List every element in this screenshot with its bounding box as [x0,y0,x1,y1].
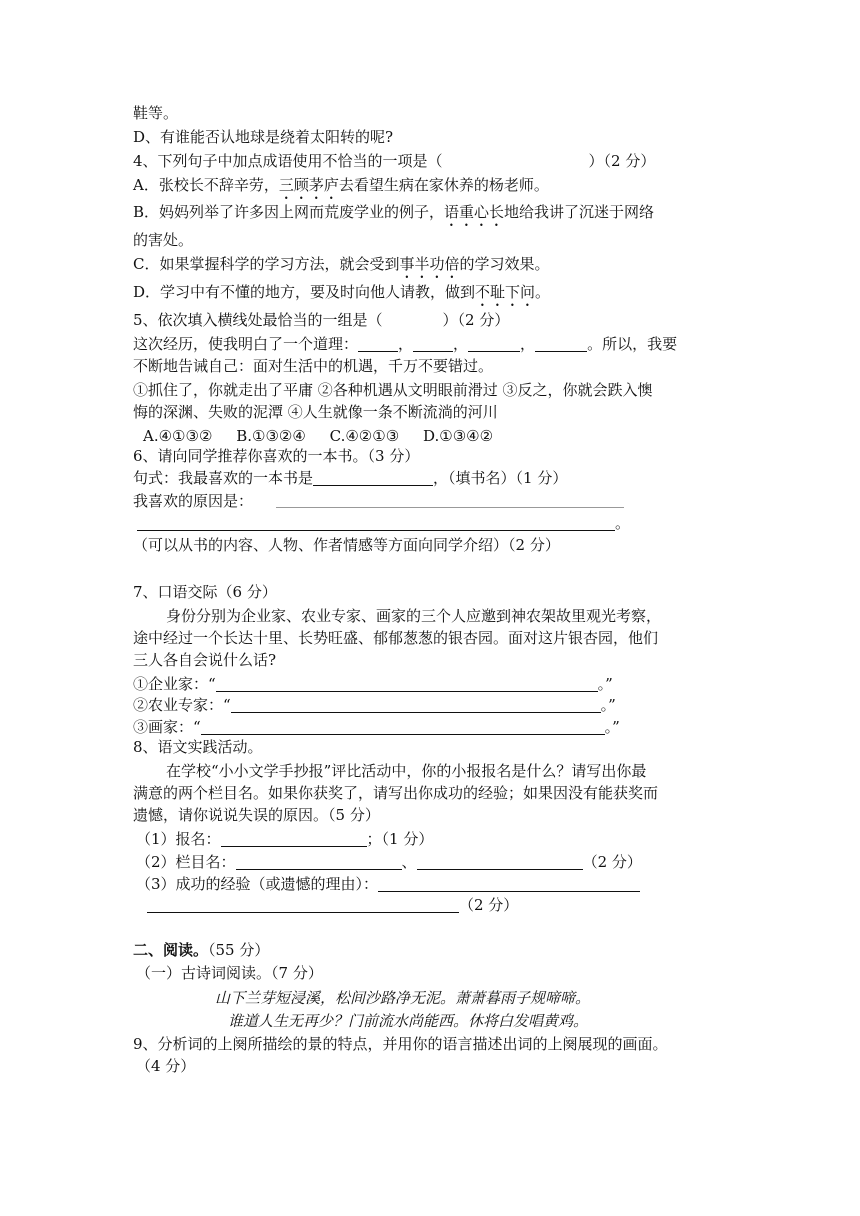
blank-line[interactable] [413,337,453,352]
paper-name-blank[interactable] [221,832,367,847]
period: 。 [615,514,631,532]
question-8-sub-3-cont: （2 分） [147,894,518,916]
question-4-option-d: D．学习中有不懂的地方，要及时向他人请教，做到不耻下问。 [133,283,551,301]
dotted-idiom: 事半功倍 [399,255,460,273]
answer-line[interactable] [276,507,624,508]
question-6: 6、请向同学推荐你喜欢的一本书。（3 分） [133,447,420,465]
text-line: 鞋等。 [133,104,179,122]
question-8-para-3: 遗憾，请你说说失误的原因。（5 分） [133,806,380,824]
question-5: 5、依次填入横线处最恰当的一组是（ ）（2 分） [133,311,510,329]
poem-line-1: 山下兰芽短浸溪，松间沙路净无泥。萧萧暮雨子规啼啼。 [215,989,591,1007]
question-4: 4、下列句子中加点成语使用不恰当的一项是（ ）（2 分） [133,152,656,170]
question-8-sub-2: （2）栏目名： 、 （2 分） [136,853,642,871]
question-5-options: A.④①③② B.①③②④ C.④②①③ D.①③④② [143,427,494,445]
answer-blank[interactable] [201,720,605,735]
question-7-answer-3: ③画家：“ 。” [133,718,620,736]
question-7: 7、口语交际（6 分） [133,583,277,601]
question-4-option-a: A．张校长不辞辛劳，三顾茅庐去看望生病在家休养的杨老师。 [133,176,549,194]
poem-line-2: 谁道人生无再少？门前流水尚能西。休将白发唱黄鸡。 [228,1012,589,1030]
question-7-para-1: 身份分别为企业家、农业专家、画家的三个人应邀到神农架故里观光考察， [166,607,662,625]
question-9-score: （4 分） [136,1057,196,1075]
question-4-option-b: B．妈妈列举了许多因上网而荒废学业的例子，语重心长地给我讲了沉迷于网络 [133,203,655,221]
question-7-answer-2: ②农业专家：“ 。” [133,696,616,714]
dotted-idiom: 语重心长 [444,203,505,221]
blank-line[interactable] [535,337,587,352]
question-8-para-2: 满意的两个栏目名。如果你获奖了，请写出你成功的经验；如果因没有能获奖而 [133,784,659,802]
book-name-blank[interactable] [313,471,433,486]
question-7-para-3: 三人各自会说什么话? [133,651,277,669]
question-8-sub-3: （3）成功的经验（或遗憾的理由）： [136,873,640,895]
question-4-option-b-cont: 的害处。 [133,231,194,249]
dotted-idiom: 不耻下问 [475,283,536,301]
answer-line[interactable] [137,530,615,531]
question-8-sub-1: （1）报名： ；（1 分） [136,830,434,848]
column-name-blank[interactable] [417,855,583,870]
question-5-line-4: 悔的深渊、失败的泥潭 ④人生就像一条不断流淌的河川 [133,403,498,421]
answer-blank[interactable] [216,677,598,692]
question-7-answer-1: ①企业家：“ 。” [133,675,613,693]
answer-blank[interactable] [231,698,601,713]
question-6-line-1: 句式：我最喜欢的一本书是 ，（填书名）（1 分） [133,469,568,487]
question-6-line-2: 我喜欢的原因是： [133,492,254,510]
blank-line[interactable] [468,337,520,352]
question-4-option-c: C．如果掌握科学的学习方法，就会受到事半功倍的学习效果。 [133,255,550,273]
question-6-hint: （可以从书的内容、人物、作者情感等方面向同学介绍）（2 分） [133,536,560,554]
question-5-line-1: 这次经历，使我明白了一个道理： ， ， ， 。所以，我要 [133,335,678,353]
section-2-title: 二、阅读。（55 分） [133,941,270,959]
column-name-blank[interactable] [236,855,402,870]
reason-blank[interactable] [147,898,459,913]
question-7-para-2: 途中经过一个长达十里、长势旺盛、郁郁葱葱的银杏园。面对这片银杏园，他们 [133,629,659,647]
question-9: 9、分析词的上阕所描绘的景的特点，并用你的语言描述出词的上阕展现的画面。 [133,1035,668,1053]
reason-blank[interactable] [378,877,640,892]
question-8-para-1: 在学校“小小文学手抄报”评比活动中，你的小报报名是什么？请写出你最 [166,762,647,780]
dotted-idiom: 三顾茅庐 [278,176,339,194]
section-2-subtitle: （一）古诗词阅读。（7 分） [136,964,323,982]
blank-line[interactable] [358,337,398,352]
question-8: 8、语文实践活动。 [133,738,263,756]
option-d-line: D、有谁能否认地球是绕着太阳转的呢? [133,128,394,146]
question-5-line-2: 不断地告诫自己：面对生活中的机遇，千万不要错过。 [133,357,494,375]
question-5-line-3: ①抓住了，你就走出了平庸 ②各种机遇从文明眼前滑过 ③反之，你就会跌入懊 [133,381,653,399]
